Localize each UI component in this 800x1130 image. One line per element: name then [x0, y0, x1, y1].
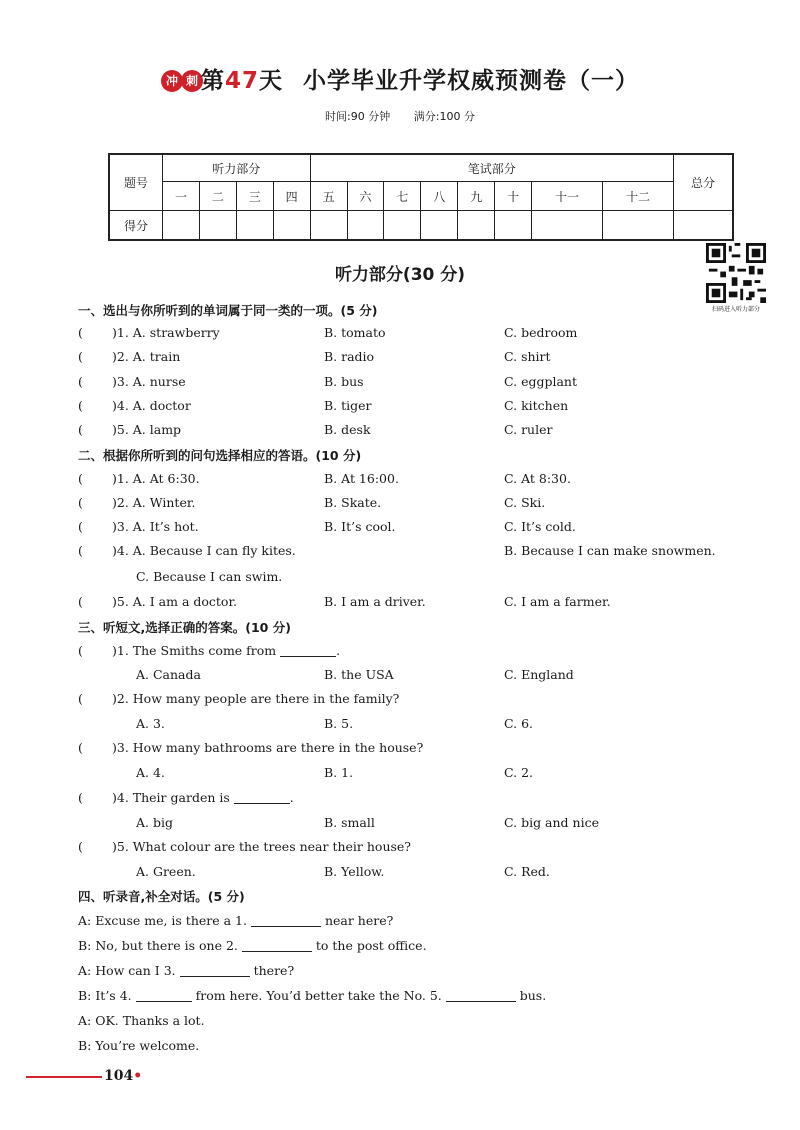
exam-title: 小学毕业升学权威预测卷（一）: [303, 68, 639, 94]
badge-ci: 刺: [181, 70, 203, 92]
option-a: A. Green.: [136, 864, 196, 879]
option-b: B. I am a driver.: [324, 594, 426, 609]
answer-blank[interactable]: [280, 644, 336, 657]
page-title: [0, 62, 800, 95]
badge-chong: 冲: [161, 70, 183, 92]
answer-paren[interactable]: (: [78, 543, 83, 558]
page-number-text: 104: [104, 1068, 134, 1084]
score-entry[interactable]: [384, 211, 421, 241]
num-cell: 十二: [603, 182, 674, 211]
num-cell: 二: [199, 182, 236, 211]
part1-title: 一、选出与你所听到的单词属于同一类的一项。(5 分): [78, 303, 378, 318]
option-c: C. Because I can swim.: [136, 569, 283, 584]
tihao-cell: 题号: [109, 154, 163, 211]
num-cell: 六: [347, 182, 384, 211]
answer-paren[interactable]: (: [78, 349, 83, 364]
question-stem: )1. The Smiths come from: [112, 643, 277, 658]
day-suffix: 天: [259, 68, 283, 94]
option-b: B. 1.: [324, 765, 354, 780]
qr-caption: 扫码进入听力部分: [711, 306, 760, 313]
answer-blank[interactable]: [180, 964, 250, 977]
option-c: C. It’s cold.: [504, 519, 576, 534]
answer-paren[interactable]: (: [78, 594, 83, 609]
page-number: [104, 1068, 142, 1084]
answer-paren[interactable]: (: [78, 839, 83, 854]
option-b: B. 5.: [324, 716, 354, 731]
qr-code-icon[interactable]: [706, 243, 766, 303]
option-a: )3. A. nurse: [112, 374, 186, 389]
num-cell: 十: [495, 182, 532, 211]
option-b: B. Skate.: [324, 495, 382, 510]
option-a: )4. A. Because I can fly kites.: [112, 543, 296, 558]
option-b: B. tomato: [324, 325, 386, 340]
option-c: C. ruler: [504, 422, 553, 437]
day-number: 47: [224, 68, 259, 94]
dialogue-text: to the post office.: [315, 938, 427, 953]
listening-section-title: 听力部分(30 分): [334, 265, 466, 285]
total-header: 总分: [674, 154, 734, 211]
option-a: A. big: [136, 815, 173, 830]
dialogue-line: [78, 938, 427, 953]
written-header: 笔试部分: [310, 154, 673, 182]
question-text: )2. How many people are there in the family?: [112, 691, 400, 706]
option-c: C. At 8:30.: [504, 471, 571, 486]
question-end: .: [289, 790, 294, 805]
exam-info: [0, 108, 800, 124]
score-entry[interactable]: [163, 211, 200, 241]
answer-blank[interactable]: [446, 989, 516, 1002]
dialogue-text: there?: [253, 963, 295, 978]
score-entry[interactable]: [273, 211, 310, 241]
dialogue-text: near here?: [324, 913, 394, 928]
score-table: [108, 153, 734, 241]
option-b: B. Because I can make snowmen.: [504, 543, 716, 558]
score-entry[interactable]: [495, 211, 532, 241]
num-cell: 七: [384, 182, 421, 211]
score-entry[interactable]: [532, 211, 603, 241]
dialogue-text: bus.: [519, 988, 547, 1003]
answer-paren[interactable]: (: [78, 643, 83, 658]
option-a: )2. A. Winter.: [112, 495, 196, 510]
option-b: B. Yellow.: [324, 864, 385, 879]
option-b: B. At 16:00.: [324, 471, 399, 486]
dialogue-line: [78, 963, 294, 978]
option-c: C. bedroom: [504, 325, 578, 340]
dialogue-text: A: How can I 3.: [78, 963, 176, 978]
score-entry[interactable]: [199, 211, 236, 241]
option-c: C. Ski.: [504, 495, 546, 510]
answer-paren[interactable]: (: [78, 691, 83, 706]
answer-paren[interactable]: (: [78, 422, 83, 437]
option-a: A. 3.: [136, 716, 165, 731]
answer-blank[interactable]: [251, 914, 321, 927]
question-text: [112, 790, 294, 805]
option-c: C. big and nice: [504, 815, 599, 830]
option-b: B. tiger: [324, 398, 372, 413]
part3-title: 三、听短文,选择正确的答案。(10 分): [78, 620, 291, 635]
score-entry[interactable]: [347, 211, 384, 241]
question-stem: )4. Their garden is: [112, 790, 230, 805]
option-a: )5. A. lamp: [112, 422, 182, 437]
answer-paren[interactable]: (: [78, 495, 83, 510]
score-entry[interactable]: [674, 211, 734, 241]
day-prefix: 第: [200, 68, 225, 94]
option-c: C. eggplant: [504, 374, 577, 389]
option-a: )2. A. train: [112, 349, 181, 364]
listening-header: 听力部分: [163, 154, 311, 182]
score-entry[interactable]: [236, 211, 273, 241]
option-c: C. I am a farmer.: [504, 594, 611, 609]
num-cell: 八: [421, 182, 458, 211]
score-entry[interactable]: [310, 211, 347, 241]
option-b: B. small: [324, 815, 375, 830]
dialogue-text: B: No, but there is one 2.: [78, 938, 238, 953]
exam-score: 满分:100 分: [413, 110, 475, 123]
exam-time: 时间:90 分钟: [325, 110, 391, 123]
option-a: )3. A. It’s hot.: [112, 519, 199, 534]
num-cell: 三: [236, 182, 273, 211]
option-c: C. Red.: [504, 864, 550, 879]
answer-paren[interactable]: (: [78, 740, 83, 755]
score-entry[interactable]: [458, 211, 495, 241]
answer-blank[interactable]: [242, 939, 312, 952]
num-cell: 十一: [532, 182, 603, 211]
answer-paren[interactable]: (: [78, 325, 83, 340]
part4-title: 四、听录音,补全对话。(5 分): [78, 889, 245, 904]
answer-blank[interactable]: [234, 791, 290, 804]
option-c: C. 6.: [504, 716, 533, 731]
score-entry[interactable]: [421, 211, 458, 241]
dialogue-line: A: OK. Thanks a lot.: [78, 1013, 205, 1028]
defen-cell: 得分: [109, 211, 163, 241]
answer-paren[interactable]: (: [78, 790, 83, 805]
option-b: B. bus: [324, 374, 364, 389]
dialogue-line: B: You’re welcome.: [78, 1038, 200, 1053]
question-text: )3. How many bathrooms are there in the house?: [112, 740, 424, 755]
dialogue-line: [78, 913, 393, 928]
answer-blank[interactable]: [136, 989, 192, 1002]
option-b: B. It’s cool.: [324, 519, 396, 534]
num-cell: 一: [163, 182, 200, 211]
num-cell: 五: [310, 182, 347, 211]
option-a: )5. A. I am a doctor.: [112, 594, 238, 609]
option-b: B. the USA: [324, 667, 394, 682]
dialogue-line: [78, 988, 546, 1003]
page-dot-icon: •: [133, 1068, 143, 1084]
option-a: A. Canada: [136, 667, 201, 682]
num-cell: 九: [458, 182, 495, 211]
option-b: B. desk: [324, 422, 371, 437]
answer-paren[interactable]: (: [78, 519, 83, 534]
score-entry[interactable]: [603, 211, 674, 241]
option-b: B. radio: [324, 349, 375, 364]
part2-title: 二、根据你所听到的问句选择相应的答语。(10 分): [78, 448, 362, 463]
footer-rule: [26, 1076, 102, 1078]
num-cell: 四: [273, 182, 310, 211]
dialogue-text: from here. You’d better take the No. 5.: [195, 988, 442, 1003]
option-a: )4. A. doctor: [112, 398, 191, 413]
dialogue-text: B: It’s 4.: [78, 988, 132, 1003]
option-a: )1. A. strawberry: [112, 325, 220, 340]
option-c: C. kitchen: [504, 398, 569, 413]
answer-paren[interactable]: (: [78, 374, 83, 389]
question-text: [112, 643, 340, 658]
answer-paren[interactable]: (: [78, 398, 83, 413]
option-c: C. 2.: [504, 765, 533, 780]
answer-paren[interactable]: (: [78, 471, 83, 486]
option-a: )1. A. At 6:30.: [112, 471, 200, 486]
option-c: C. shirt: [504, 349, 551, 364]
dialogue-text: A: Excuse me, is there a 1.: [78, 913, 247, 928]
question-text: )5. What colour are the trees near their house?: [112, 839, 412, 854]
question-end: .: [336, 643, 341, 658]
option-a: A. 4.: [136, 765, 165, 780]
option-c: C. England: [504, 667, 574, 682]
